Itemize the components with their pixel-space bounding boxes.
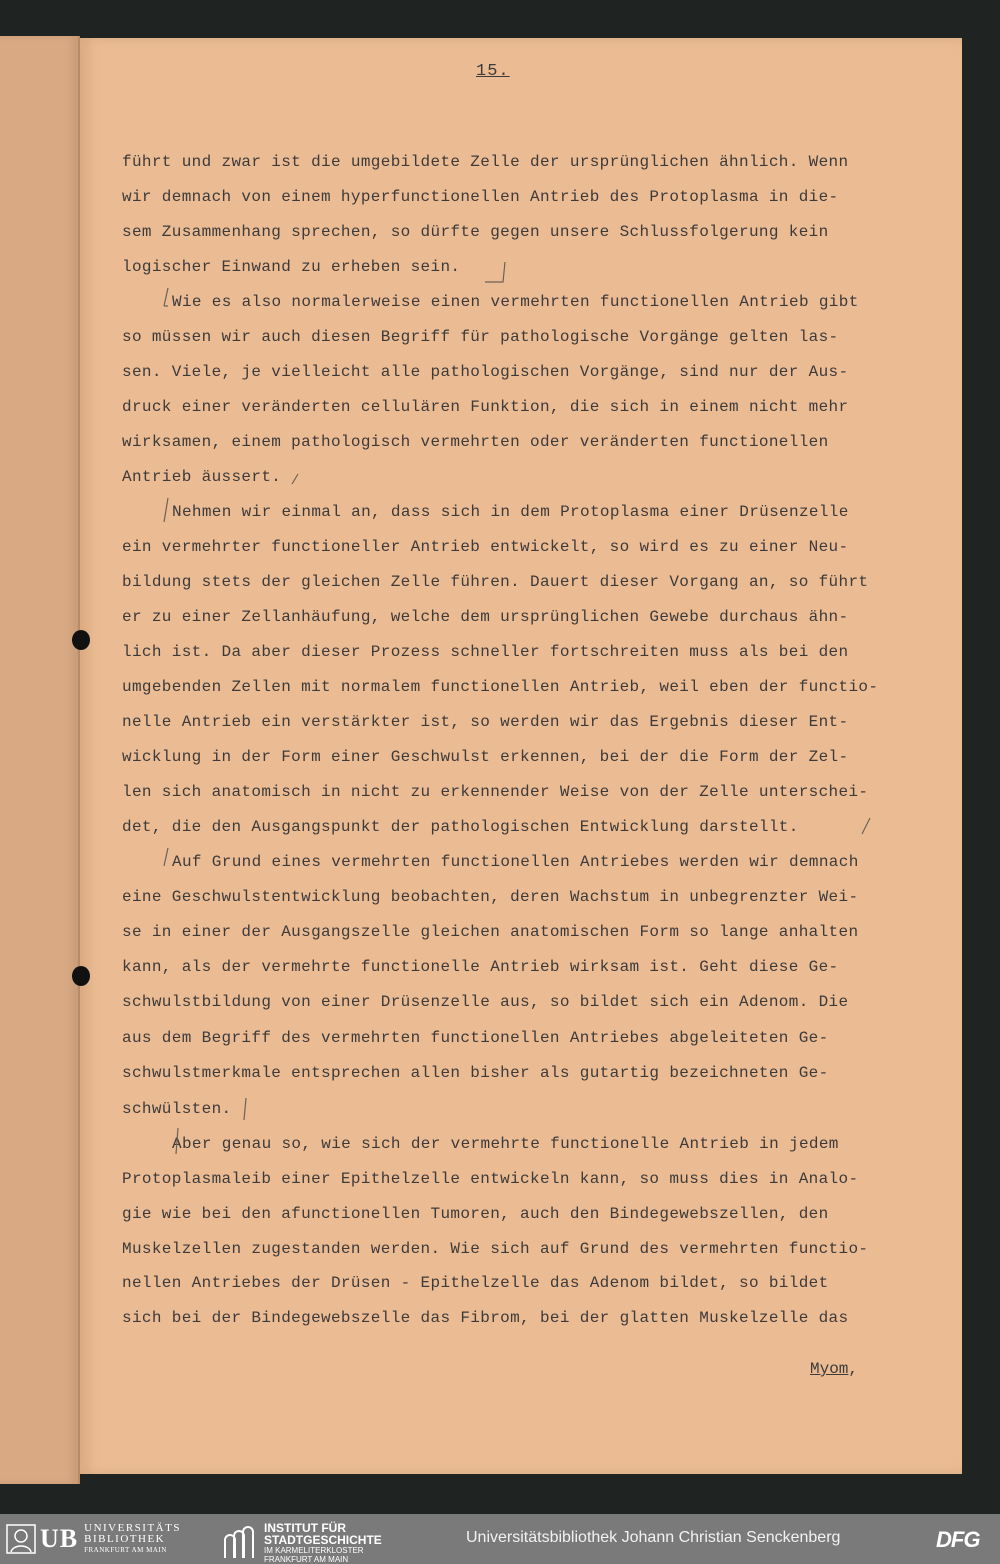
text-line: kann, als der vermehrte functionelle Antrieb wirksam ist. Geht diese Ge- [122,958,839,976]
text-line: logischer Einwand zu erheben sein. [122,258,461,276]
text-line: det, die den Ausgangspunkt der pathologischen Entwicklung darstellt. [122,818,799,836]
text-line: wir demnach von einem hyperfunctionellen Antrieb des Protoplasma in die- [122,188,839,206]
text-line: er zu einer Zellanhäufung, welche dem ursprünglichen Gewebe durchaus ähn- [122,608,849,626]
text-line: sen. Viele, je vielleicht alle pathologischen Vorgänge, sind nur der Aus- [122,363,849,381]
text-line: se in einer der Ausgangszelle gleichen anatomischen Form so lange anhalten [122,923,859,941]
text-line: so müssen wir auch diesen Begriff für pathologische Vorgänge gelten las- [122,328,839,346]
catchword-suffix: , [848,1360,859,1378]
text-line: nellen Antriebes der Drüsen - Epithelzelle das Adenom bildet, so bildet [122,1274,829,1292]
isg-name [264,1522,382,1564]
ub-mark: UB [40,1524,79,1553]
paragraph-mark [292,474,298,484]
isg-line: IM KARMELITERKLOSTER [264,1546,364,1555]
ub-line: UNIVERSITÄTS [84,1521,181,1534]
paragraph-mark [244,1098,246,1120]
paragraph-mark [485,262,505,282]
text-line: führt und zwar ist die umgebildete Zelle der ursprünglichen ähnlich. Wenn [122,153,849,171]
isg-line: INSTITUT FÜR [264,1521,346,1535]
portrait-icon [6,1524,36,1554]
catchword [810,1360,858,1378]
catchword-text: Myom [810,1360,849,1378]
text-line: wirksamen, einem pathologisch vermehrten oder veränderten functionellen [122,433,829,451]
text-line: druck einer veränderten cellulären Funktion, die sich in einem nicht mehr [122,398,849,416]
text-line: Nehmen wir einmal an, dass sich in dem Protoplasma einer Drüsenzelle [172,503,849,521]
text-line: Protoplasmaleib einer Epithelzelle entwickeln kann, so muss dies in Analo- [122,1170,859,1188]
text-line: wicklung in der Form einer Geschwulst erkennen, bei der die Form der Zel- [122,748,849,766]
paragraph-mark [164,288,168,306]
page-number: 15. [476,62,510,81]
text-line: ein vermehrter functioneller Antrieb entwickelt, so wird es zu einer Neu- [122,538,849,556]
text-line: Antrieb äussert. [122,468,282,486]
paragraph-mark [164,848,168,866]
text-line: Auf Grund eines vermehrten functionellen Antriebes werden wir demnach [172,853,859,871]
paragraph-mark [862,818,870,834]
footer-bar [0,1514,1000,1564]
text-line: eine Geschwulstentwicklung beobachten, deren Wachstum in unbegrenzter Wei- [122,888,859,906]
isg-line: FRANKFURT AM MAIN [264,1555,349,1564]
text-line: aus dem Begriff des vermehrten functionellen Antriebes abgeleiteten Ge- [122,1029,829,1047]
text-line: schwülsten. [122,1100,232,1118]
ub-name [84,1523,181,1556]
text-line: Aber genau so, wie sich der vermehrte functionelle Antrieb in jedem [172,1135,839,1153]
text-line: sem Zusammenhang sprechen, so dürfte gegen unsere Schlussfolgerung kein [122,223,829,241]
text-line: umgebenden Zellen mit normalem functionellen Antrieb, weil eben der functio- [122,678,879,696]
text-line: gie wie bei den afunctionellen Tumoren, auch den Bindegewebszellen, den [122,1205,829,1223]
text-line: nelle Antrieb ein verstärkter ist, so werden wir das Ergebnis dieser Ent- [122,713,849,731]
text-line: lich ist. Da aber dieser Prozess schneller fortschreiten muss als bei den [122,643,849,661]
footer-title[interactable]: Universitätsbibliothek Johann Christian Senckenberg [466,1529,841,1546]
paragraph-mark [164,498,168,522]
text-line: Muskelzellen zugestanden werden. Wie sich auf Grund des vermehrten functio- [122,1240,869,1258]
isg-line: STADTGESCHICHTE [264,1533,382,1547]
text-line: sich bei der Bindegewebszelle das Fibrom, bei der glatten Muskelzelle das [122,1309,849,1327]
isg-logo[interactable] [222,1522,382,1564]
text-line: schwulstmerkmale entsprechen allen bisher als gutartig bezeichneten Ge- [122,1064,829,1082]
text-line: schwulstbildung von einer Drüsenzelle aus, so bildet sich ein Adenom. Die [122,993,849,1011]
arches-icon [222,1526,256,1560]
text-line: Wie es also normalerweise einen vermehrten functionellen Antrieb gibt [172,293,859,311]
ub-logo[interactable] [6,1522,181,1556]
ub-line: FRANKFURT AM MAIN [84,1545,167,1554]
text-line: len sich anatomisch in nicht zu erkennender Weise von der Zelle unterschei- [122,783,869,801]
paragraph-mark [176,1128,178,1154]
dfg-logo[interactable]: DFG [936,1527,980,1552]
ub-line: BIBLIOTHEK [84,1532,166,1545]
text-line: bildung stets der gleichen Zelle führen. Dauert dieser Vorgang an, so führt [122,573,869,591]
